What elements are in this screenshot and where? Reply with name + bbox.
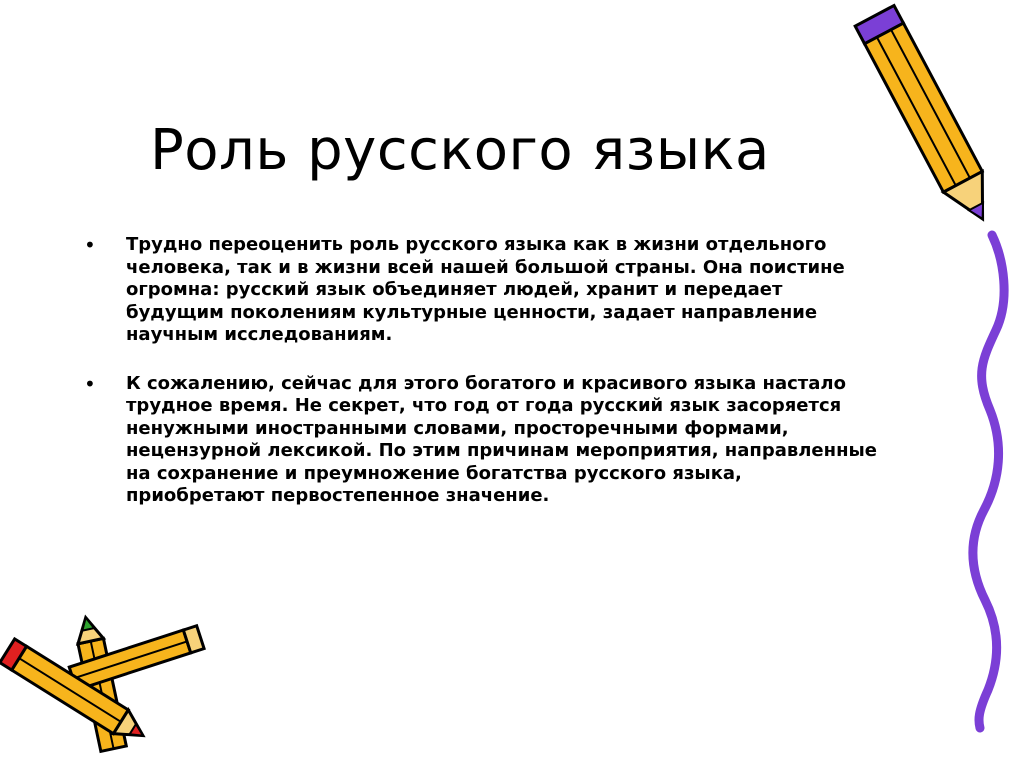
slide-title: Роль русского языка bbox=[150, 118, 770, 183]
bullet-text: Трудно переоценить роль русского языка как в жизни отдельного человека, так и в жизни всей нашей большой страны. Она поистине огромна: русский язык объединяет людей, хранит и передает будущим поколениям культурные ценности, задает направление научным исследованиям. bbox=[126, 234, 845, 345]
bullet-item bbox=[84, 373, 884, 508]
bullet-dot-icon: • bbox=[84, 233, 96, 257]
bullet-item bbox=[84, 234, 884, 347]
bullet-list bbox=[84, 234, 884, 534]
bullet-text: К сожалению, сейчас для этого богатого и красивого языка настало трудное время. Не секрет, что год от года русский язык засоряется ненужными иностранными словами, просторечными формами, нецензурной лексикой. По этим причинам мероприятия, направленные на сохранение и преумножение богатства русского языка, приобретают первостепенное значение. bbox=[126, 372, 877, 506]
bullet-dot-icon: • bbox=[84, 371, 96, 396]
